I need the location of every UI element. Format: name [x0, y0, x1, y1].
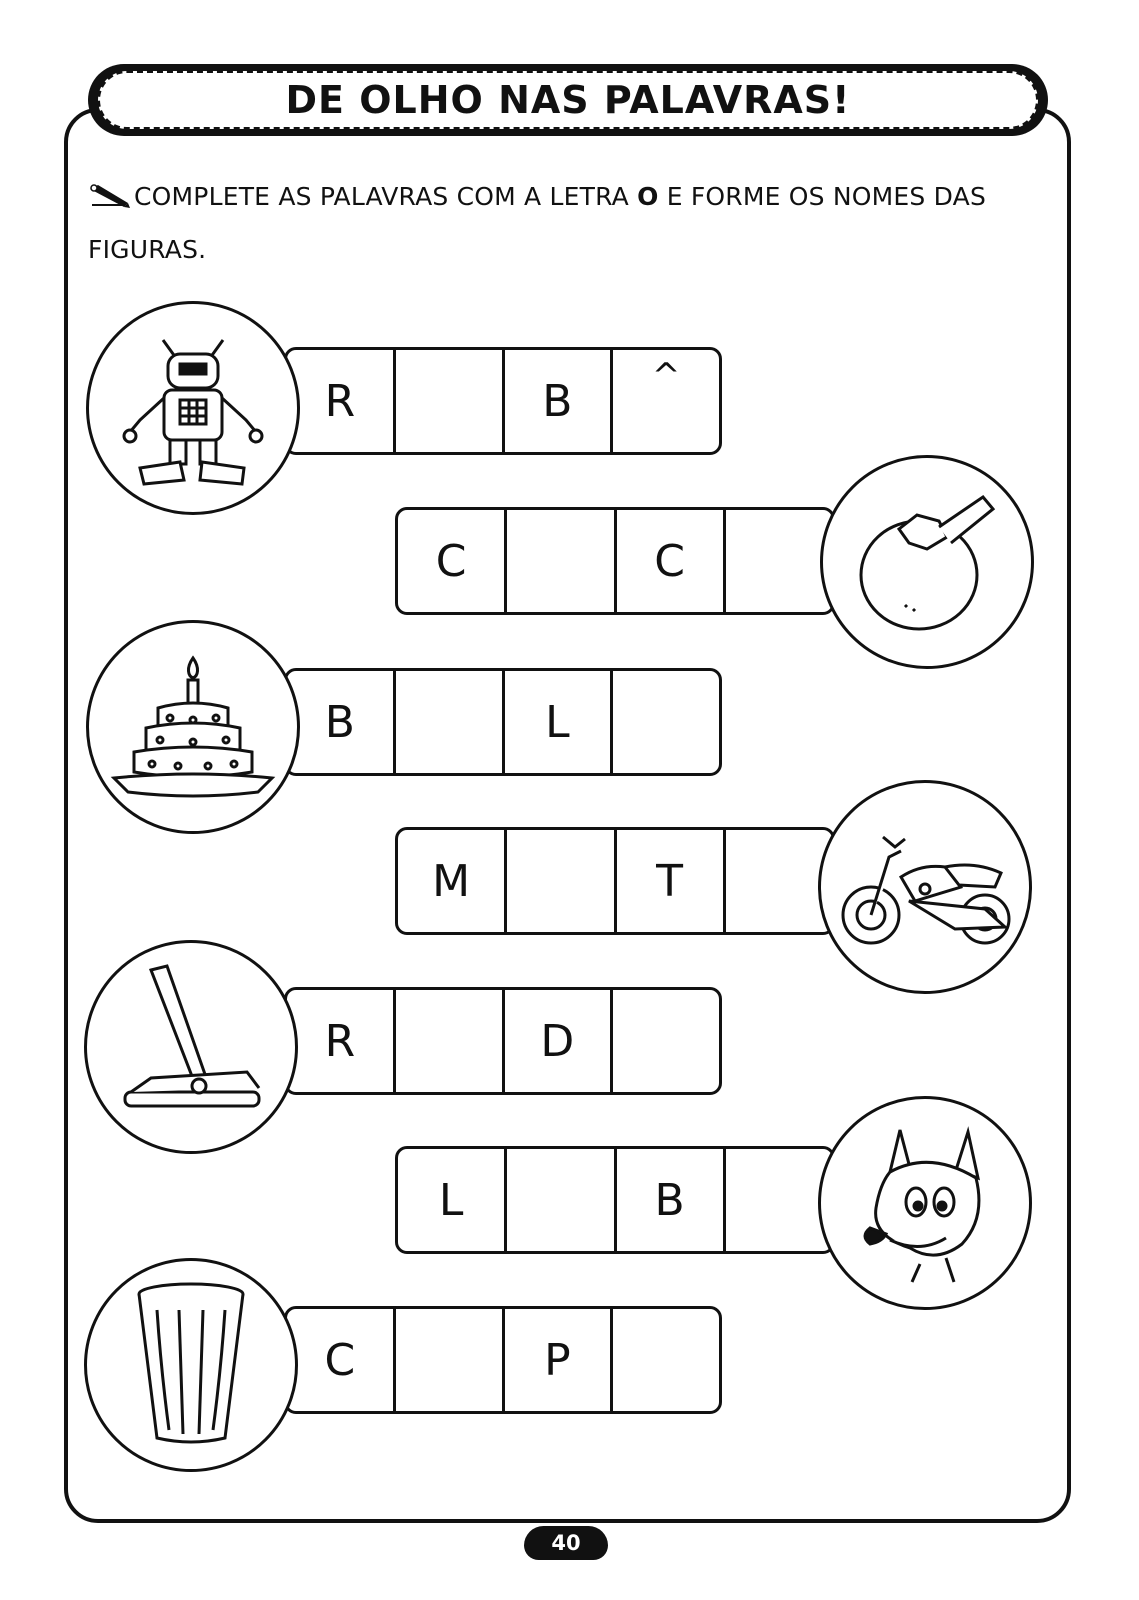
letter-cell: R [287, 350, 396, 452]
wolf-icon [850, 1118, 1000, 1288]
blank-cell[interactable] [396, 1309, 505, 1411]
pencil-icon [88, 176, 130, 225]
blank-cell[interactable] [396, 990, 505, 1092]
motorcycle-icon [835, 817, 1015, 957]
coconut-icon [847, 487, 1007, 637]
blank-cell[interactable] [726, 830, 832, 932]
letter-cell: C [398, 510, 507, 612]
word-bar-wolf [395, 1146, 835, 1254]
blank-cell[interactable] [396, 350, 505, 452]
word-bar-cup [284, 1306, 722, 1414]
picture-circle-squeegee [84, 940, 298, 1154]
picture-circle-cake [86, 620, 300, 834]
blank-cell[interactable] [613, 1309, 719, 1411]
letter-cell: P [505, 1309, 614, 1411]
instructions-text-2: E FORME OS NOMES DAS FIGURAS. [88, 182, 987, 264]
squeegee-icon [111, 962, 271, 1132]
letter-cell: C [287, 1309, 396, 1411]
blank-cell[interactable] [726, 510, 832, 612]
letter-cell: B [287, 671, 396, 773]
letter-cell: M [398, 830, 507, 932]
instructions [88, 172, 1060, 274]
page-number: 40 [524, 1526, 608, 1560]
page-title: DE OLHO NAS PALAVRAS! [285, 78, 851, 122]
letter-cell: B [617, 1149, 726, 1251]
word-bar-motorcycle [395, 827, 835, 935]
letter-cell: D [505, 990, 614, 1092]
blank-cell[interactable] [613, 350, 719, 452]
blank-cell[interactable] [613, 990, 719, 1092]
cup-icon [131, 1280, 251, 1450]
letter-cell: L [398, 1149, 507, 1251]
letter-cell: R [287, 990, 396, 1092]
robot-icon [118, 328, 268, 488]
instructions-letter: O [637, 182, 659, 211]
word-bar-cake [284, 668, 722, 776]
picture-circle-wolf [818, 1096, 1032, 1310]
picture-circle-coconut [820, 455, 1034, 669]
word-bar-squeegee [284, 987, 722, 1095]
blank-cell[interactable] [726, 1149, 832, 1251]
cake-icon [108, 652, 278, 802]
title-banner [88, 64, 1048, 136]
picture-circle-cup [84, 1258, 298, 1472]
letter-cell: L [505, 671, 614, 773]
word-bar-robot [284, 347, 722, 455]
word-bar-coconut [395, 507, 835, 615]
blank-cell[interactable] [507, 510, 616, 612]
instructions-text-1: COMPLETE AS PALAVRAS COM A LETRA [134, 182, 638, 211]
circumflex-accent: ^ [651, 356, 681, 396]
picture-circle-motorcycle [818, 780, 1032, 994]
letter-cell: T [617, 830, 726, 932]
letter-cell: B [505, 350, 614, 452]
picture-circle-robot [86, 301, 300, 515]
blank-cell[interactable] [507, 830, 616, 932]
blank-cell[interactable] [396, 671, 505, 773]
blank-cell[interactable] [613, 671, 719, 773]
letter-cell: C [617, 510, 726, 612]
blank-cell[interactable] [507, 1149, 616, 1251]
